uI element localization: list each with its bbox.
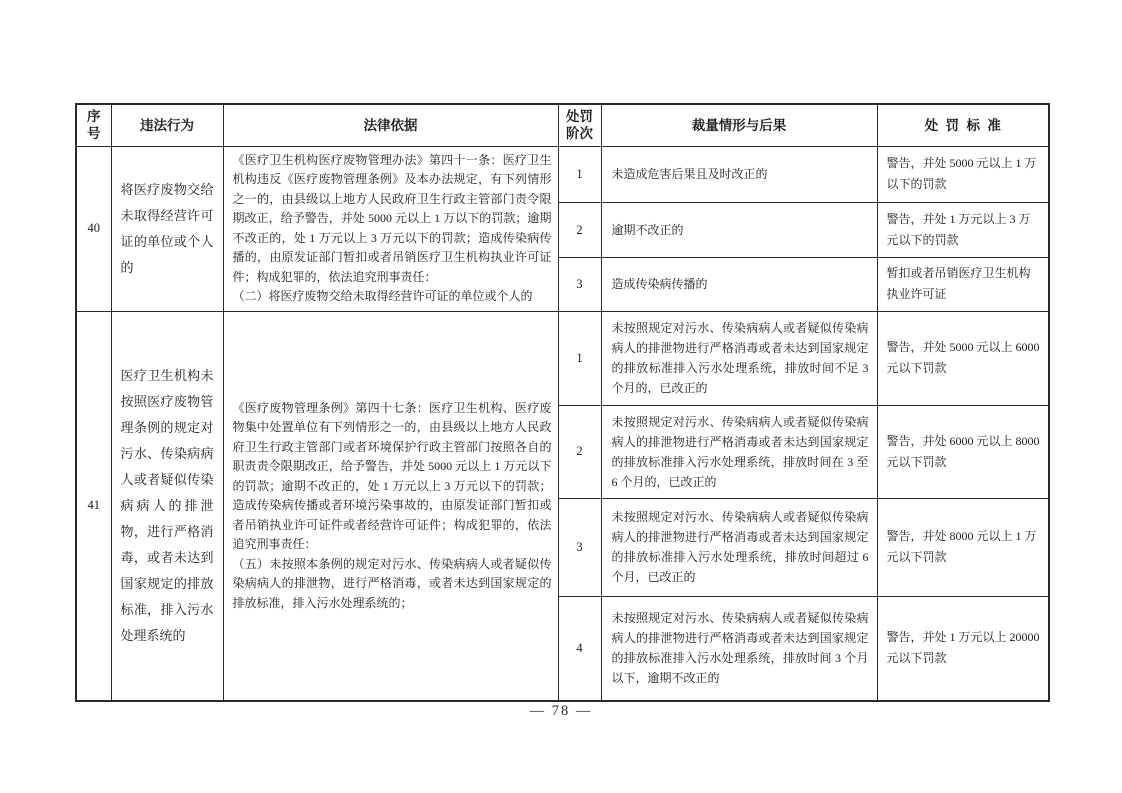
header-index: 序号 — [76, 104, 111, 146]
row40-penalty2-circumstance: 逾期不改正的 — [601, 203, 877, 258]
row41-index: 41 — [76, 311, 111, 701]
row40-penalty2-level: 2 — [558, 203, 601, 258]
row41-penalty1-circumstance: 未按照规定对污水、传染病病人或者疑似传染病病人的排泄物进行严格消毒或者未达到国家规定的排放标准排入污水处理系统，排放时间不足 3 个月的，已改正的 — [601, 311, 877, 405]
row41-penalty2-level: 2 — [558, 405, 601, 498]
header-legal-basis: 法律依据 — [223, 104, 558, 146]
row41-penalty4-standard: 警告，并处 1 万元以上 20000 元以下罚款 — [877, 596, 1049, 701]
table-row — [76, 311, 1049, 405]
row41-penalty3-standard: 警告，并处 8000 元以上 1 万元以下罚款 — [877, 498, 1049, 596]
row40-legal-basis-main: 《医疗卫生机构医疗废物管理办法》第四十一条：医疗卫生机构违反《医疗废物管理条例》及本办法规定，有下列情形之一的，由县级以上地方人民政府卫生行政主管部门责令限期改正，给予警告，并处 5000 元以上 1 万以下的罚款；逾期不改正的，处 1 万元以上 3 万元以下的罚款；造成传染病传播的，由原发证部门暂扣或者吊销医疗卫生机构执业许可证件；构成犯罪的，依法追究刑事责任： — [232, 152, 552, 284]
header-circumstance: 裁量情形与后果 — [601, 104, 877, 146]
row41-penalty3-level: 3 — [558, 498, 601, 596]
row40-index: 40 — [76, 146, 111, 311]
header-penalty-level: 处罚阶次 — [558, 104, 601, 146]
row40-penalty1-circumstance: 未造成危害后果且及时改正的 — [601, 146, 877, 203]
table-header-row — [76, 104, 1049, 146]
row40-legal-basis — [223, 146, 558, 311]
row41-behavior: 医疗卫生机构未按照医疗废物管理条例的规定对污水、传染病病人或者疑似传染病病人的排泄物，进行严格消毒，或者未达到国家规定的排放标准，排入污水处理系统的 — [111, 311, 223, 701]
row41-penalty1-level: 1 — [558, 311, 601, 405]
row41-penalty4-circumstance: 未按照规定对污水、传染病病人或者疑似传染病病人的排泄物进行严格消毒或者未达到国家规定的排放标准排入污水处理系统，排放时间 3 个月以下，逾期不改正的 — [601, 596, 877, 701]
row40-penalty1-level: 1 — [558, 146, 601, 203]
row41-penalty3-circumstance: 未按照规定对污水、传染病病人或者疑似传染病病人的排泄物进行严格消毒或者未达到国家规定的排放标准排入污水处理系统，排放时间超过 6 个月，已改正的 — [601, 498, 877, 596]
row41-penalty4-level: 4 — [558, 596, 601, 701]
row40-legal-basis-item: （二）将医疗废物交给未取得经营许可证的单位或个人的 — [232, 289, 533, 303]
row40-behavior: 将医疗废物交给未取得经营许可证的单位或个人的 — [111, 146, 223, 311]
page-number: — 78 — — [529, 703, 593, 719]
table-row — [76, 146, 1049, 203]
row41-penalty2-circumstance: 未按照规定对污水、传染病病人或者疑似传染病病人的排泄物进行严格消毒或者未达到国家规定的排放标准排入污水处理系统，排放时间在 3 至 6 个月的，已改正的 — [601, 405, 877, 498]
row41-penalty2-standard: 警告，并处 6000 元以上 8000 元以下罚款 — [877, 405, 1049, 498]
row40-penalty2-standard: 警告，并处 1 万元以上 3 万元以下的罚款 — [877, 203, 1049, 258]
row40-penalty1-standard: 警告，并处 5000 元以上 1 万以下的罚款 — [877, 146, 1049, 203]
penalty-discretion-table — [75, 103, 1050, 702]
row40-penalty3-circumstance: 造成传染病传播的 — [601, 257, 877, 311]
header-behavior: 违法行为 — [111, 104, 223, 146]
row41-legal-basis-item: （五）未按照本条例的规定对污水、传染病病人或者疑似传染病病人的排泄物，进行严格消毒，或者未达到国家规定的排放标准，排入污水处理系统的； — [232, 556, 552, 610]
row41-legal-basis-main: 《医疗废物管理条例》第四十七条：医疗卫生机构、医疗废物集中处置单位有下列情形之一的，由县级以上地方人民政府卫生行政主管部门或者环境保护行政主管部门按照各自的职责责令限期改正，给予警告，并处 5000 元以上 1 万元以下的罚款；逾期不改正的，处 1 万元以上 3 万元以下的罚款；造成传染病传播或者环境污染事故的，由原发证部门暂扣或者吊销执业许可证件或者经营许可证件；构成犯罪的，依法追究刑事责任： — [232, 400, 552, 551]
row41-penalty1-standard: 警告，并处 5000 元以上 6000 元以下罚款 — [877, 311, 1049, 405]
row40-penalty3-standard: 暂扣或者吊销医疗卫生机构执业许可证 — [877, 257, 1049, 311]
header-standard: 处罚标准 — [877, 104, 1049, 146]
row40-penalty3-level: 3 — [558, 257, 601, 311]
row41-legal-basis — [223, 311, 558, 701]
